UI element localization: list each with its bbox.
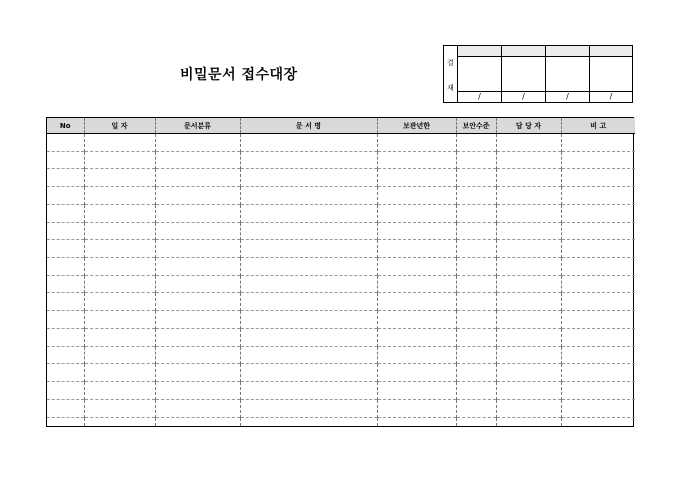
table-cell[interactable] [240,382,377,400]
table-cell[interactable] [456,204,496,222]
register-table [46,117,634,427]
table-cell[interactable] [456,399,496,417]
table-cell[interactable] [377,240,456,258]
table-cell[interactable] [561,311,635,329]
table-cell[interactable] [155,275,240,293]
table-cell[interactable] [47,258,84,276]
table-cell[interactable] [84,258,155,276]
table-cell[interactable] [561,222,635,240]
table-cell[interactable] [496,222,561,240]
table-cell[interactable] [84,169,155,187]
table-cell[interactable] [84,222,155,240]
table-row [47,134,635,152]
approval-cell[interactable] [502,46,546,102]
table-cell[interactable] [561,275,635,293]
table-cell[interactable] [155,204,240,222]
table-cell[interactable] [155,328,240,346]
table-cell[interactable] [456,151,496,169]
table-cell[interactable] [377,204,456,222]
table-cell[interactable] [456,328,496,346]
table-row [47,364,635,382]
table-cell[interactable] [377,134,456,152]
table-cell[interactable] [47,151,84,169]
approval-box [443,45,633,103]
table-cell[interactable] [47,187,84,205]
table-cell[interactable] [84,417,155,426]
table-cell[interactable] [377,187,456,205]
table-cell[interactable] [84,399,155,417]
table-cell[interactable] [456,169,496,187]
table-cell[interactable] [240,151,377,169]
table-cell[interactable] [84,275,155,293]
table-cell[interactable] [155,240,240,258]
table-cell[interactable] [47,364,84,382]
table-row [47,187,635,205]
table-cell[interactable] [456,346,496,364]
table-row [47,293,635,311]
table-row [47,169,635,187]
table-cell[interactable] [377,399,456,417]
table-cell[interactable] [377,364,456,382]
table-cell[interactable] [84,151,155,169]
table-cell[interactable] [240,169,377,187]
header-date: 일 자 [84,118,155,134]
table-cell[interactable] [84,364,155,382]
approval-cell-date: / [546,91,589,102]
table-cell[interactable] [155,258,240,276]
table-cell[interactable] [155,169,240,187]
table-row [47,399,635,417]
table-cell[interactable] [496,311,561,329]
table-cell[interactable] [155,151,240,169]
table-cell[interactable] [496,417,561,426]
approval-cell-header [458,46,501,57]
table-cell[interactable] [240,328,377,346]
table-cell[interactable] [47,328,84,346]
table-cell[interactable] [84,187,155,205]
table-cell[interactable] [47,293,84,311]
table-cell[interactable] [377,328,456,346]
table-cell[interactable] [84,328,155,346]
table-cell[interactable] [84,240,155,258]
table-cell[interactable] [240,346,377,364]
table-row [47,311,635,329]
table-row [47,151,635,169]
table-cell[interactable] [240,204,377,222]
table-cell[interactable] [240,417,377,426]
table-cell[interactable] [84,204,155,222]
table-cell[interactable] [240,293,377,311]
table-cell[interactable] [155,417,240,426]
table-cell[interactable] [47,275,84,293]
table-cell[interactable] [496,187,561,205]
table-cell[interactable] [456,382,496,400]
header-document-name: 문 서 명 [240,118,377,134]
table-cell[interactable] [240,187,377,205]
table-cell[interactable] [496,275,561,293]
table-row [47,275,635,293]
table-cell[interactable] [377,222,456,240]
table-cell[interactable] [496,258,561,276]
table-cell[interactable] [155,346,240,364]
table-cell[interactable] [561,399,635,417]
table-cell[interactable] [456,258,496,276]
table-cell[interactable] [377,382,456,400]
table-cell[interactable] [561,417,635,426]
table-cell[interactable] [47,346,84,364]
table-cell[interactable] [456,222,496,240]
table-cell[interactable] [496,240,561,258]
header-no: No [47,118,84,134]
approval-cell-header [590,46,632,57]
table-header-row [47,118,635,134]
table-cell[interactable] [561,240,635,258]
table-cell[interactable] [496,346,561,364]
header-security-level: 보안수준 [456,118,496,134]
header-category: 문서분류 [155,118,240,134]
table-cell[interactable] [456,134,496,152]
table-cell[interactable] [155,382,240,400]
table-cell[interactable] [496,293,561,311]
table-cell[interactable] [377,293,456,311]
table-cell[interactable] [155,293,240,311]
table-cell[interactable] [456,311,496,329]
approval-label-bottom: 재 [447,84,454,92]
table-cell[interactable] [561,134,635,152]
table-cell[interactable] [496,151,561,169]
table-cell[interactable] [456,240,496,258]
table-cell[interactable] [496,328,561,346]
table-cell[interactable] [155,187,240,205]
table-cell[interactable] [84,382,155,400]
table-row [47,258,635,276]
table-cell[interactable] [47,382,84,400]
approval-cell-header [546,46,589,57]
table-row [47,204,635,222]
table-row [47,382,635,400]
approval-cell[interactable] [458,46,502,102]
table-cell[interactable] [496,382,561,400]
table-cell[interactable] [47,311,84,329]
table-cell[interactable] [47,240,84,258]
table-cell[interactable] [155,134,240,152]
table-row [47,240,635,258]
table-cell[interactable] [561,328,635,346]
approval-label-top: 결 [447,59,454,67]
table-cell[interactable] [47,399,84,417]
table-cell[interactable] [496,399,561,417]
approval-cell[interactable] [546,46,590,102]
approval-cell-header [502,46,545,57]
table-cell[interactable] [456,364,496,382]
table-cell[interactable] [561,293,635,311]
table-cell[interactable] [561,204,635,222]
table-cell[interactable] [47,417,84,426]
table-cell[interactable] [240,311,377,329]
table-row [47,328,635,346]
table-cell[interactable] [377,151,456,169]
table-cell[interactable] [47,204,84,222]
approval-cell-date: / [590,91,632,102]
table-cell[interactable] [561,169,635,187]
table-cell[interactable] [240,222,377,240]
table-cell[interactable] [47,169,84,187]
table-cell[interactable] [561,364,635,382]
table-row [47,222,635,240]
table-cell[interactable] [377,417,456,426]
table-cell[interactable] [47,134,84,152]
table-body [47,134,635,427]
table-cell[interactable] [377,258,456,276]
table-cell[interactable] [240,399,377,417]
table-cell[interactable] [456,293,496,311]
approval-cell-date: / [502,91,545,102]
table-cell[interactable] [155,222,240,240]
table-cell[interactable] [155,364,240,382]
table-cell[interactable] [561,151,635,169]
table-cell[interactable] [561,258,635,276]
header-retention-period: 보관년한 [377,118,456,134]
table-cell[interactable] [561,346,635,364]
table-cell[interactable] [240,258,377,276]
table-cell[interactable] [496,204,561,222]
table-cell[interactable] [377,346,456,364]
table-cell[interactable] [561,187,635,205]
table-cell[interactable] [561,382,635,400]
header-person-in-charge: 담 당 자 [496,118,561,134]
table-cell[interactable] [155,399,240,417]
table-cell[interactable] [456,187,496,205]
table-cell[interactable] [240,275,377,293]
table-cell[interactable] [240,240,377,258]
table-cell[interactable] [496,169,561,187]
table-cell[interactable] [155,311,240,329]
table-row [47,346,635,364]
table-cell[interactable] [496,134,561,152]
table-cell[interactable] [84,134,155,152]
table-cell[interactable] [240,364,377,382]
table-cell[interactable] [47,222,84,240]
table-cell[interactable] [456,275,496,293]
table-row [47,417,635,426]
document-title: 비밀문서 접수대장 [180,67,298,83]
table-cell[interactable] [84,311,155,329]
approval-label-column [444,46,458,102]
approval-cell-date: / [458,91,501,102]
approval-cell[interactable] [590,46,632,102]
table-cell[interactable] [377,169,456,187]
table-cell[interactable] [456,417,496,426]
header-remarks: 비 고 [561,118,635,134]
table-cell[interactable] [84,293,155,311]
table-cell[interactable] [377,311,456,329]
table-cell[interactable] [377,275,456,293]
table-cell[interactable] [496,364,561,382]
table-cell[interactable] [84,346,155,364]
table-cell[interactable] [240,134,377,152]
